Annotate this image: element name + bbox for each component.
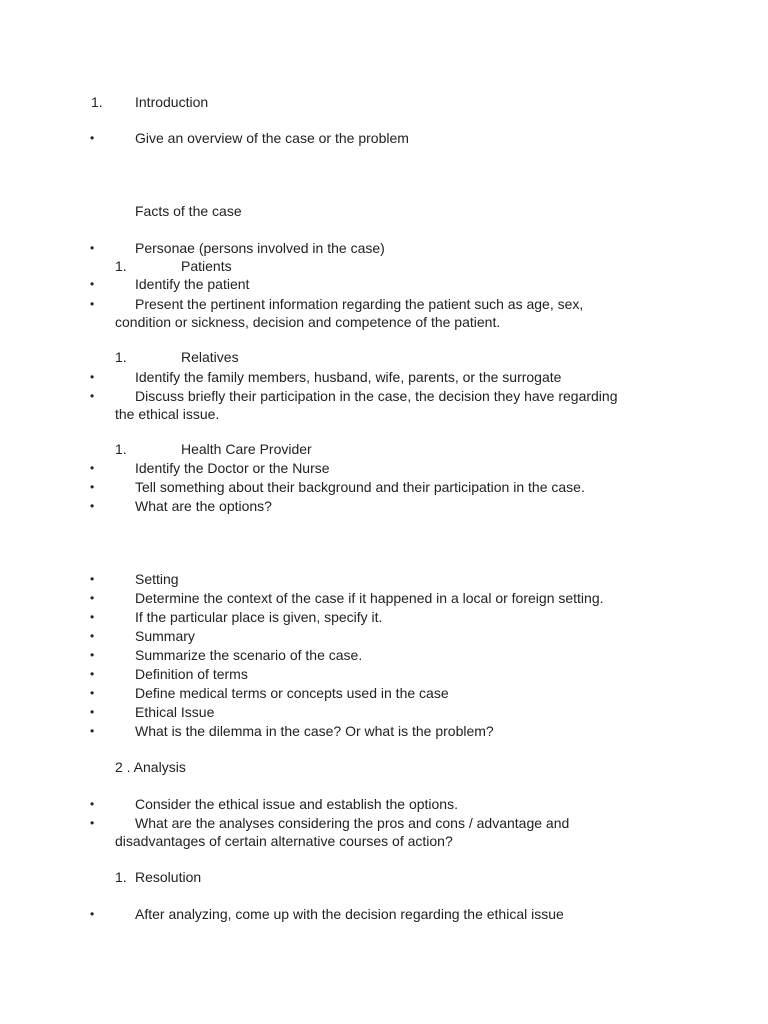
bullet-icon: • xyxy=(90,667,95,681)
bullet-icon: • xyxy=(90,277,95,291)
patients-bullet-2-line-2: condition or sickness, decision and competence of the patient. xyxy=(115,314,501,330)
bullet-icon: • xyxy=(90,370,95,384)
bullet-icon: • xyxy=(90,686,95,700)
relatives-label: Relatives xyxy=(181,349,239,365)
personae-text: Personae (persons involved in the case) xyxy=(135,240,385,256)
analysis-bullet-2-line-1: What are the analyses considering the pros and cons / advantage and xyxy=(135,815,570,831)
relatives-bullet-1: Identify the family members, husband, wife, parents, or the surrogate xyxy=(135,369,562,385)
facts-heading: Facts of the case xyxy=(135,203,242,219)
resolution-number: 1. xyxy=(115,869,127,885)
list-item: Define medical terms or concepts used in the case xyxy=(135,685,449,701)
list-item: Definition of terms xyxy=(135,666,248,682)
bullet-icon: • xyxy=(90,591,95,605)
relatives-number: 1. xyxy=(115,349,127,365)
bullet-icon: • xyxy=(90,480,95,494)
relatives-bullet-2-line-1: Discuss briefly their participation in the case, the decision they have regarding xyxy=(135,388,618,404)
analysis-bullet-1: Consider the ethical issue and establish the options. xyxy=(135,796,458,812)
patients-label: Patients xyxy=(181,258,232,274)
hcp-bullet-1: Identify the Doctor or the Nurse xyxy=(135,460,330,476)
bullet-icon: • xyxy=(90,724,95,738)
bullet-icon: • xyxy=(90,131,95,145)
bullet-icon: • xyxy=(90,389,95,403)
list-item: Summarize the scenario of the case. xyxy=(135,647,363,663)
list-item: If the particular place is given, specify it. xyxy=(135,609,383,625)
bullet-icon: • xyxy=(90,499,95,513)
hcp-bullet-2: Tell something about their background and their participation in the case. xyxy=(135,479,585,495)
hcp-number: 1. xyxy=(115,441,127,457)
bullet-icon: • xyxy=(90,816,95,830)
hcp-bullet-3: What are the options? xyxy=(135,498,272,514)
bullet-icon: • xyxy=(90,241,95,255)
patients-bullet-1: Identify the patient xyxy=(135,276,250,292)
bullet-icon: • xyxy=(90,297,95,311)
analysis-bullet-2-line-2: disadvantages of certain alternative courses of action? xyxy=(115,833,453,849)
intro-bullet-text: Give an overview of the case or the problem xyxy=(135,130,409,146)
list-item: Summary xyxy=(135,628,195,644)
bullet-icon: • xyxy=(90,461,95,475)
resolution-bullet-1: After analyzing, come up with the decision regarding the ethical issue xyxy=(135,906,564,922)
intro-number: 1. xyxy=(91,94,103,110)
bullet-icon: • xyxy=(90,572,95,586)
list-item: Ethical Issue xyxy=(135,704,215,720)
analysis-heading: 2 . Analysis xyxy=(115,759,186,775)
list-item: What is the dilemma in the case? Or what is the problem? xyxy=(135,723,494,739)
bullet-icon: • xyxy=(90,907,95,921)
list-item: Determine the context of the case if it happened in a local or foreign setting. xyxy=(135,590,604,606)
patients-number: 1. xyxy=(115,258,127,274)
bullet-icon: • xyxy=(90,797,95,811)
resolution-label: Resolution xyxy=(135,869,202,885)
intro-title: Introduction xyxy=(135,94,209,110)
bullet-icon: • xyxy=(90,705,95,719)
bullet-icon: • xyxy=(90,629,95,643)
patients-bullet-2-line-1: Present the pertinent information regarding the patient such as age, sex, xyxy=(135,296,584,312)
relatives-bullet-2-line-2: the ethical issue. xyxy=(115,406,220,422)
hcp-label: Health Care Provider xyxy=(181,441,312,457)
list-item: Setting xyxy=(135,571,179,587)
bullet-icon: • xyxy=(90,648,95,662)
bullet-icon: • xyxy=(90,610,95,624)
